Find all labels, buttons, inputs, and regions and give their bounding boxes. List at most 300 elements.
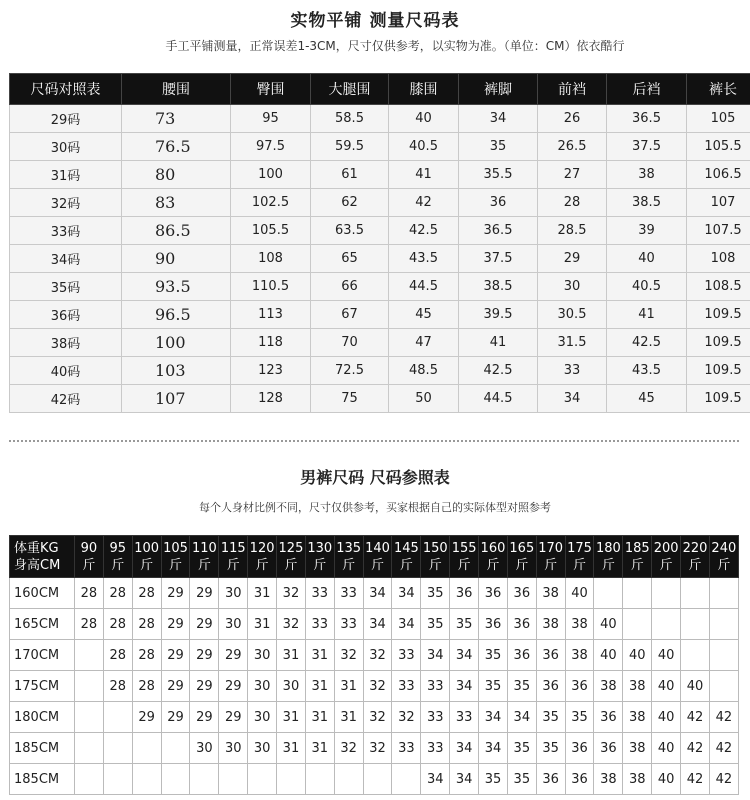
size-cell [75, 764, 104, 795]
measurement-cell: 42 [389, 189, 459, 217]
size-cell: 32 [277, 609, 306, 640]
measurement-cell: 83 [122, 189, 231, 217]
size-cell: 31 [277, 733, 306, 764]
size-cell: 29 [190, 702, 219, 733]
measurement-cell: 109.5 [687, 329, 750, 357]
size-cell: 28 [103, 640, 132, 671]
unit-label: 斤 [688, 557, 702, 573]
size-cell: 30 [248, 702, 277, 733]
size-cell [132, 733, 161, 764]
weight-value: 180 [595, 540, 621, 556]
height-cm-label: 身高CM [14, 557, 61, 573]
size-cell [709, 578, 738, 609]
size-cell: 30 [248, 733, 277, 764]
size-cell: 31 [305, 733, 334, 764]
unit-label: 斤 [140, 557, 154, 573]
unit-label: 斤 [371, 557, 385, 573]
size-cell: 28 [132, 578, 161, 609]
size-cell: 29 [161, 640, 190, 671]
size-cell: 36 [479, 609, 508, 640]
weight-column-header [565, 536, 594, 578]
weight-column-header [132, 536, 161, 578]
size-cell: 34 [450, 764, 479, 795]
measurement-cell: 28 [538, 189, 607, 217]
size-cell: 40 [652, 764, 681, 795]
measurement-cell: 105 [687, 105, 750, 133]
size-cell: 34 [450, 671, 479, 702]
height-label: 185CM [10, 733, 75, 764]
measurement-cell: 103 [122, 357, 231, 385]
size-cell [190, 764, 219, 795]
column-header: 尺码对照表 [10, 74, 122, 105]
size-cell: 32 [363, 733, 392, 764]
size-label: 32码 [10, 189, 122, 217]
measurement-cell: 47 [389, 329, 459, 357]
measurement-cell: 70 [311, 329, 389, 357]
measurement-cell: 106.5 [687, 161, 750, 189]
size-cell: 38 [623, 702, 652, 733]
measurement-cell: 37.5 [459, 245, 538, 273]
measurement-cell: 97.5 [231, 133, 311, 161]
size-cell: 29 [161, 702, 190, 733]
section1-title: 实物平铺 测量尺码表 [290, 11, 460, 31]
size-cell: 30 [277, 671, 306, 702]
size-cell: 29 [161, 609, 190, 640]
table-row [10, 329, 750, 357]
size-cell: 33 [421, 702, 450, 733]
weight-value: 200 [653, 540, 679, 556]
size-cell [709, 671, 738, 702]
size-cell: 36 [507, 640, 536, 671]
measurement-cell: 39.5 [459, 301, 538, 329]
measurement-cell: 39 [607, 217, 687, 245]
section-divider [9, 440, 739, 442]
size-cell: 33 [305, 578, 334, 609]
weight-kg-label: 体重KG [14, 540, 59, 556]
size-label: 42码 [10, 385, 122, 413]
size-cell: 34 [450, 733, 479, 764]
size-cell [681, 640, 710, 671]
size-cell: 28 [103, 578, 132, 609]
size-cell: 36 [450, 578, 479, 609]
measurement-cell: 65 [311, 245, 389, 273]
size-label: 31码 [10, 161, 122, 189]
size-label: 30码 [10, 133, 122, 161]
weight-column-header [277, 536, 306, 578]
size-cell: 30 [219, 578, 248, 609]
table-row [10, 301, 750, 329]
height-label: 160CM [10, 578, 75, 609]
size-cell [161, 764, 190, 795]
measurement-cell: 26 [538, 105, 607, 133]
size-cell [594, 578, 623, 609]
size-cell: 34 [479, 733, 508, 764]
measurement-cell: 36.5 [459, 217, 538, 245]
size-cell: 36 [507, 578, 536, 609]
weight-column-header [334, 536, 363, 578]
measurement-cell: 31.5 [538, 329, 607, 357]
weight-column-header [190, 536, 219, 578]
weight-value: 135 [336, 540, 362, 556]
size-cell: 38 [623, 671, 652, 702]
size-cell [623, 578, 652, 609]
unit-label: 斤 [226, 557, 240, 573]
size-cell [103, 764, 132, 795]
size-cell: 30 [190, 733, 219, 764]
size-cell [392, 764, 421, 795]
weight-column-header [305, 536, 334, 578]
measurement-cell: 41 [607, 301, 687, 329]
size-cell: 38 [536, 609, 565, 640]
measurement-cell: 43.5 [389, 245, 459, 273]
weight-column-header [450, 536, 479, 578]
table-row [10, 217, 750, 245]
measurement-cell: 34 [459, 105, 538, 133]
measurement-cell: 43.5 [607, 357, 687, 385]
measurement-cell: 73 [122, 105, 231, 133]
measurement-cell: 42.5 [607, 329, 687, 357]
column-header: 后裆 [607, 74, 687, 105]
weight-value: 105 [163, 540, 188, 556]
size-cell: 35 [565, 702, 594, 733]
weight-column-header [363, 536, 392, 578]
size-cell: 40 [565, 578, 594, 609]
measurement-cell: 33 [538, 357, 607, 385]
size-cell: 36 [536, 671, 565, 702]
measurement-cell: 108.5 [687, 273, 750, 301]
measurement-cell: 118 [231, 329, 311, 357]
weight-column-header [421, 536, 450, 578]
weight-column-header [219, 536, 248, 578]
unit-label: 斤 [457, 557, 471, 573]
weight-value: 115 [220, 540, 246, 556]
size-cell: 29 [161, 578, 190, 609]
unit-label: 斤 [573, 557, 587, 573]
unit-label: 斤 [486, 557, 500, 573]
size-cell: 38 [623, 764, 652, 795]
measurement-cell: 50 [389, 385, 459, 413]
size-cell: 30 [248, 640, 277, 671]
size-cell: 30 [219, 733, 248, 764]
weight-value: 185 [624, 540, 650, 556]
weight-value: 100 [134, 540, 160, 556]
size-cell [75, 702, 104, 733]
size-cell [75, 733, 104, 764]
weight-column-header [623, 536, 652, 578]
size-cell: 36 [565, 764, 594, 795]
size-cell: 38 [594, 764, 623, 795]
size-cell: 42 [681, 702, 710, 733]
size-label: 40码 [10, 357, 122, 385]
measurement-cell: 37.5 [607, 133, 687, 161]
size-cell: 29 [190, 671, 219, 702]
size-cell [277, 764, 306, 795]
table-row [10, 245, 750, 273]
weight-value: 130 [307, 540, 333, 556]
weight-column-header [681, 536, 710, 578]
weight-column-header [248, 536, 277, 578]
size-cell: 33 [392, 640, 421, 671]
size-cell: 30 [248, 671, 277, 702]
size-cell: 38 [565, 609, 594, 640]
corner-header [10, 536, 75, 578]
unit-label: 斤 [659, 557, 673, 573]
measurement-cell: 58.5 [311, 105, 389, 133]
size-label: 38码 [10, 329, 122, 357]
size-cell: 32 [277, 578, 306, 609]
size-cell [681, 609, 710, 640]
table-row [10, 640, 739, 671]
size-cell: 40 [594, 640, 623, 671]
measurement-cell: 90 [122, 245, 231, 273]
size-cell [103, 733, 132, 764]
size-cell: 38 [594, 671, 623, 702]
size-cell: 28 [132, 609, 161, 640]
size-cell: 35 [479, 764, 508, 795]
column-header: 裤长 [687, 74, 750, 105]
unit-label: 斤 [313, 557, 327, 573]
size-cell [219, 764, 248, 795]
size-cell: 34 [363, 578, 392, 609]
section2-title: 男裤尺码 尺码参照表 [300, 468, 450, 487]
size-cell: 28 [132, 671, 161, 702]
unit-label: 斤 [197, 557, 211, 573]
size-cell: 31 [248, 578, 277, 609]
table-row [10, 578, 739, 609]
size-cell: 28 [75, 609, 104, 640]
size-cell [75, 640, 104, 671]
measurement-cell: 113 [231, 301, 311, 329]
unit-label: 斤 [82, 557, 96, 573]
table-row [10, 357, 750, 385]
size-cell: 33 [421, 671, 450, 702]
table-row [10, 189, 750, 217]
size-cell: 34 [479, 702, 508, 733]
size-measurement-table [9, 73, 750, 413]
weight-column-header [103, 536, 132, 578]
size-cell: 35 [479, 640, 508, 671]
size-cell: 29 [219, 640, 248, 671]
size-cell [132, 764, 161, 795]
unit-label: 斤 [399, 557, 413, 573]
height-label: 170CM [10, 640, 75, 671]
unit-label: 斤 [284, 557, 298, 573]
height-label: 185CM [10, 764, 75, 795]
weight-value: 175 [567, 540, 592, 556]
measurement-cell: 38.5 [607, 189, 687, 217]
measurement-cell: 107 [122, 385, 231, 413]
unit-label: 斤 [630, 557, 644, 573]
size-label: 36码 [10, 301, 122, 329]
table-row [10, 385, 750, 413]
size-cell [709, 609, 738, 640]
size-cell [652, 578, 681, 609]
size-cell: 36 [594, 733, 623, 764]
size-cell: 29 [219, 702, 248, 733]
size-cell: 33 [334, 609, 363, 640]
unit-label: 斤 [601, 557, 615, 573]
size-cell: 29 [190, 640, 219, 671]
column-header: 裤脚 [459, 74, 538, 105]
measurement-cell: 41 [389, 161, 459, 189]
weight-column-header [507, 536, 536, 578]
size-cell [248, 764, 277, 795]
size-cell: 34 [392, 578, 421, 609]
measurement-cell: 48.5 [389, 357, 459, 385]
size-cell: 28 [132, 640, 161, 671]
size-cell: 38 [536, 578, 565, 609]
size-cell: 33 [305, 609, 334, 640]
unit-label: 斤 [169, 557, 183, 573]
size-cell: 40 [652, 640, 681, 671]
size-cell: 32 [392, 702, 421, 733]
unit-label: 斤 [111, 557, 125, 573]
measurement-cell: 42.5 [389, 217, 459, 245]
size-cell: 36 [479, 578, 508, 609]
size-cell: 32 [363, 640, 392, 671]
size-cell: 29 [219, 671, 248, 702]
weight-column-header [479, 536, 508, 578]
measurement-cell: 128 [231, 385, 311, 413]
weight-value: 125 [278, 540, 304, 556]
table-row [10, 733, 739, 764]
measurement-cell: 35.5 [459, 161, 538, 189]
size-cell [305, 764, 334, 795]
measurement-cell: 109.5 [687, 385, 750, 413]
measurement-cell: 62 [311, 189, 389, 217]
measurement-cell: 93.5 [122, 273, 231, 301]
measurement-cell: 95 [231, 105, 311, 133]
measurement-cell: 34 [538, 385, 607, 413]
size-cell [623, 609, 652, 640]
weight-value: 220 [682, 540, 708, 556]
measurement-cell: 107 [687, 189, 750, 217]
weight-value: 145 [393, 540, 419, 556]
size-cell: 28 [103, 609, 132, 640]
size-cell: 30 [219, 609, 248, 640]
size-cell: 29 [161, 671, 190, 702]
weight-value: 155 [451, 540, 477, 556]
size-cell: 42 [709, 733, 738, 764]
size-cell: 31 [334, 671, 363, 702]
measurement-cell: 30.5 [538, 301, 607, 329]
measurement-cell: 86.5 [122, 217, 231, 245]
weight-value: 150 [422, 540, 448, 556]
size-cell: 36 [536, 764, 565, 795]
table-row [10, 133, 750, 161]
measurement-cell: 102.5 [231, 189, 311, 217]
size-cell: 29 [190, 609, 219, 640]
size-cell: 36 [565, 671, 594, 702]
size-cell: 36 [536, 640, 565, 671]
size-cell: 38 [565, 640, 594, 671]
unit-label: 斤 [428, 557, 442, 573]
size-cell: 33 [421, 733, 450, 764]
size-cell: 29 [190, 578, 219, 609]
weight-column-header [652, 536, 681, 578]
unit-label: 斤 [342, 557, 356, 573]
size-cell: 38 [623, 733, 652, 764]
size-cell: 31 [277, 640, 306, 671]
measurement-cell: 30 [538, 273, 607, 301]
measurement-cell: 61 [311, 161, 389, 189]
column-header: 臀围 [231, 74, 311, 105]
unit-label: 斤 [255, 557, 269, 573]
size-cell [161, 733, 190, 764]
size-cell: 40 [652, 733, 681, 764]
weight-value: 170 [538, 540, 564, 556]
unit-label: 斤 [717, 557, 731, 573]
size-cell: 35 [507, 671, 536, 702]
measurement-cell: 35 [459, 133, 538, 161]
size-cell [103, 702, 132, 733]
size-cell: 35 [479, 671, 508, 702]
size-cell: 28 [103, 671, 132, 702]
size-cell: 36 [594, 702, 623, 733]
size-cell: 32 [334, 640, 363, 671]
measurement-cell: 44.5 [389, 273, 459, 301]
unit-label: 斤 [515, 557, 529, 573]
table-row [10, 609, 739, 640]
size-cell: 35 [507, 764, 536, 795]
size-cell: 32 [334, 733, 363, 764]
measurement-cell: 36 [459, 189, 538, 217]
size-cell [652, 609, 681, 640]
measurement-cell: 40.5 [389, 133, 459, 161]
height-label: 175CM [10, 671, 75, 702]
size-cell: 35 [421, 578, 450, 609]
size-cell: 34 [450, 640, 479, 671]
weight-column-header [75, 536, 104, 578]
weight-value: 110 [191, 540, 217, 556]
size-cell: 33 [334, 578, 363, 609]
measurement-cell: 108 [687, 245, 750, 273]
measurement-cell: 63.5 [311, 217, 389, 245]
measurement-cell: 45 [607, 385, 687, 413]
measurement-cell: 105.5 [687, 133, 750, 161]
size-cell [709, 640, 738, 671]
table-row [10, 671, 739, 702]
size-cell: 31 [334, 702, 363, 733]
measurement-cell: 96.5 [122, 301, 231, 329]
measurement-cell: 100 [122, 329, 231, 357]
size-cell: 35 [536, 733, 565, 764]
measurement-cell: 80 [122, 161, 231, 189]
size-cell: 40 [652, 671, 681, 702]
size-cell: 34 [363, 609, 392, 640]
size-cell: 42 [681, 764, 710, 795]
measurement-cell: 105.5 [231, 217, 311, 245]
measurement-cell: 108 [231, 245, 311, 273]
column-header: 前裆 [538, 74, 607, 105]
measurement-cell: 109.5 [687, 357, 750, 385]
measurement-cell: 100 [231, 161, 311, 189]
measurement-cell: 59.5 [311, 133, 389, 161]
table-row [10, 273, 750, 301]
size-cell: 31 [305, 702, 334, 733]
size-cell: 36 [507, 609, 536, 640]
size-cell: 34 [507, 702, 536, 733]
unit-label: 斤 [544, 557, 558, 573]
measurement-cell: 123 [231, 357, 311, 385]
measurement-cell: 26.5 [538, 133, 607, 161]
measurement-cell: 44.5 [459, 385, 538, 413]
weight-column-header [594, 536, 623, 578]
size-cell: 31 [248, 609, 277, 640]
measurement-cell: 38.5 [459, 273, 538, 301]
weight-height-size-table [9, 535, 739, 795]
size-cell: 40 [594, 609, 623, 640]
